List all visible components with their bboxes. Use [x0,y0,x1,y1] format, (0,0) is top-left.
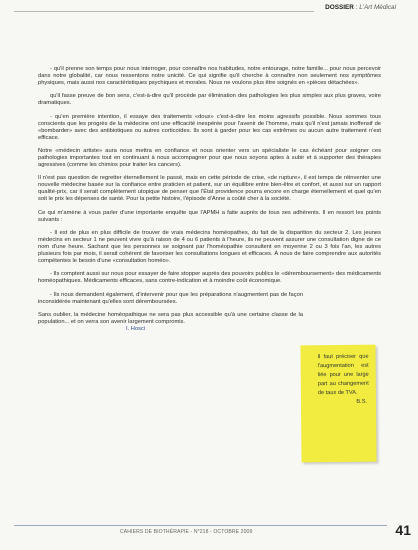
header-separator: : [353,4,360,11]
header-rule [14,11,314,12]
journal-footer: CAHIERS DE BIOTHÉRAPIE - N°218 - OCTOBRE 2009 [120,529,253,535]
paragraph-10: Sans oublier, la médecine homéopathique ne sera pas plus accessible qu'à une certaine classe de la population... et on verra son avenir largement compromis. [38,311,303,325]
paragraph-7: - Il est de plus en plus difficile de trouver de vrais médecins homéopathes, du fait de la disparition du secteur 2. Les jeunes médecins en secteur 1 ne peuvent vivre qu'à raison de 4 ou 6 patients à l'heure, ils ne peuvent assurer une consultation digne de ce nom d'une heure. Sachant que les personnes se soignant par l'homéopathie consultent en moyenne 2 ou 3 fois l'an, les autres plusieurs fois par mois, il serait cohérent de favoriser les consultations longues et efficaces. À nous de faire comprendre aux autorités compétentes le besoin d'une «consultation homéo». [38,229,381,265]
paragraph-8: - Ils comptent aussi sur nous pour essayer de faire stopper auprès des pouvoirs publics le «déremboursement» des médicaments homéopathiques. Médicaments efficaces, sans contre-indication et à moindre coût économique. [38,271,381,285]
paragraph-9: - Ils nous demandent également, d'intervenir pour que les préparations n'augmentent pas de façon inconsidérée maintenant qu'elles sont déremboursées. [38,291,303,305]
paragraph-2: qu'il fasse preuve de bon sens, c'est-à-dire qu'il procède par élimination des pathologies les plus simples aux plus graves, voire dramatiques. [38,93,381,107]
running-header [325,4,396,11]
author-signature: I. Hosci [126,326,146,333]
header-section: DOSSIER [325,4,354,11]
note-initials: B.S. [356,398,368,405]
note-text: Il faut préciser que l'augmentation est liée pour une large part au changement de taux de TVA. [317,353,369,396]
paragraph-3: - qu'en première intention, il essaye des traitements «doux» c'est-à-dire les moins agressifs possible. Nous sommes tous conscients que les progrès de la médecine ont une efficacité inespérée pour l'avenir de l'homme, mais qu'il n'est jamais inoffensif de «bombarder» avec des antibiotiques ou autres corticoïdes. Ils sont à garder pour les cas extrêmes ou aucun autre traitement n'est efficace. [38,113,381,141]
paragraph-5: Il n'est pas question de regretter éternellement le passé, mais en cette période de crise, «de rupture», il est temps de réinventer une nouvelle médecine basée sur la confiance entre praticien et patient, sur un équilibre entre bien-être et confort, et aussi sur un rapport qualité-prix, car il serait complètement utopique de penser que l'État providence pourra encore en charge éternellement et quel qu'en soit le prix les dépenses de santé. Pour la petite histoire, l'épisode d'Anne a coûté cher à la société. [38,175,381,203]
paragraph-6: Ce qui m'amène à vous parler d'une importante enquête que l'APMH a faite auprès de tous ses adhérents. Il en ressort les points suivants : [38,209,381,223]
article-body [38,66,381,333]
sticky-note [300,345,376,463]
page-number: 41 [395,522,411,538]
paragraph-4: Notre «médecin artiste» aura nous mettra en confiance et nous orienter vers un spécialiste le cas échéant pour soigner ces pathologies importantes tout en continuant à nous accompagner pour que nous soyons aptes à subir et à supporter des thérapies agressives (comme les chimios pour traiter les cancers). [38,147,381,169]
paragraph-1: - qu'il prenne son temps pour nous interroger, pour connaître nos habitudes, notre entourage, notre famille... pour nous percevoir dans notre globalité, car nous ressentons notre unicité. Ce qui signifie qu'il cherche à connaître non seulement nos symptômes physiques, mais aussi nos caractéristiques psychiques et morales. Nous ne voulons plus être soignés en «pièces détachées». [38,66,381,87]
footer-rule [14,525,387,526]
header-title: L'Art Médical [359,4,396,11]
